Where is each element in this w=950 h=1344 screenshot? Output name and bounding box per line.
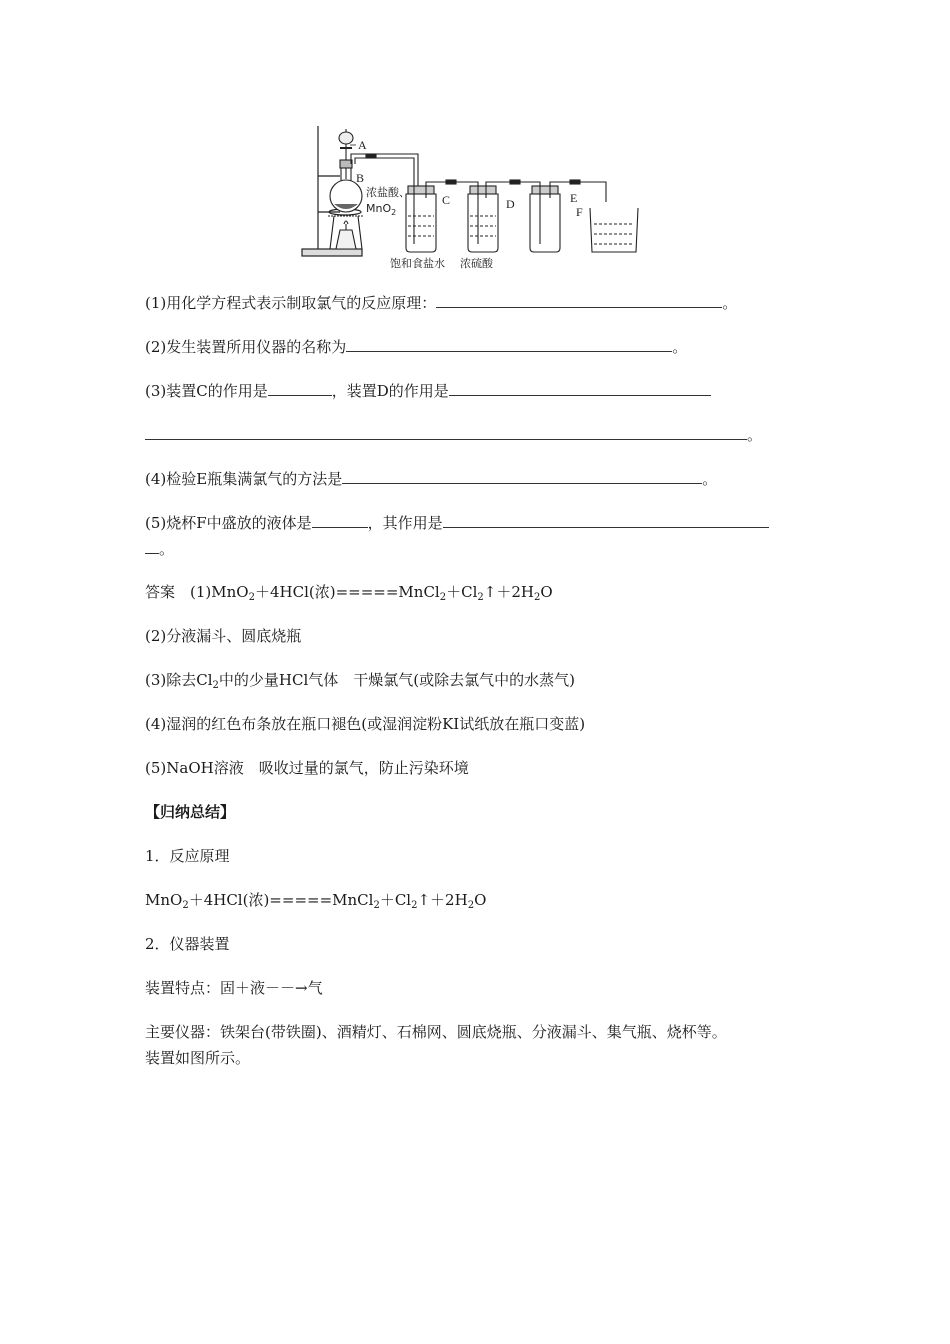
summary-item-1-title: 1．反应原理 — [145, 847, 230, 865]
answer-5: (5)NaOH溶液 吸收过量的氯气，防止污染环境 — [145, 759, 469, 777]
label-a: A — [358, 138, 367, 152]
summary-instruments: 主要仪器：铁架台(带铁圈)、酒精灯、石棉网、圆底烧瓶、分液漏斗、集气瓶、烧杯等。 — [145, 1023, 727, 1041]
label-c: C — [442, 193, 451, 207]
summary-figure-note: 装置如图所示。 — [145, 1049, 251, 1067]
answer-blank-3a — [268, 380, 332, 396]
summary-item-2-title: 2．仪器装置 — [145, 935, 230, 953]
answer-1: 答案 (1)MnO$_2$＋4HCl(浓)$=====MnCl_2+Cl_2↑+2H_2O$ — [145, 583, 553, 603]
answer-blank-3c — [145, 424, 747, 440]
beaker-f — [590, 208, 638, 252]
chlorine-apparatus-diagram — [300, 124, 640, 274]
answer-2: (2)分液漏斗、圆底烧瓶 — [145, 627, 302, 645]
label-e: E — [570, 191, 578, 205]
question-3-continued: 。 — [145, 424, 762, 445]
question-4: (4)检验E瓶集满氯气的方法是 。 — [145, 470, 718, 488]
gas-bottle-d — [468, 186, 498, 252]
question-1: (1)用化学方程式表示制取氯气的反应原理： 。 — [145, 294, 738, 312]
label-saturated-brine: 饱和食盐水 — [390, 257, 445, 270]
answer-blank-2 — [346, 336, 672, 352]
label-mno2: MnO$_2$ — [366, 202, 397, 217]
alcohol-lamp — [328, 216, 364, 249]
question-5: (5)烧杯F中盛放的液体是 ，其作用是 — [145, 512, 769, 533]
gas-bottle-e — [530, 186, 560, 252]
summary-feature: 装置特点：固＋液－－→气 — [145, 979, 323, 997]
summary-heading: 【归纳总结】 — [145, 803, 236, 821]
label-b: B — [356, 171, 365, 185]
summary-equation: MnO$_2$＋4HCl(浓)$=====MnCl_2+Cl_2↑+2H_2O$ — [145, 891, 487, 911]
label-hcl: 浓盐酸、 — [366, 186, 410, 199]
answer-4: (4)湿润的红色布条放在瓶口褪色(或湿润淀粉KI试纸放在瓶口变蓝) — [145, 715, 586, 733]
answer-blank-5c — [145, 538, 159, 554]
label-d: D — [506, 197, 515, 211]
answer-blank-5b — [443, 512, 769, 528]
answer-blank-3b — [449, 380, 711, 396]
gas-bottle-c — [406, 186, 436, 252]
question-5-continued: 。 — [145, 538, 174, 559]
answer-blank-4 — [342, 468, 702, 484]
answer-label: 答案 — [145, 583, 176, 601]
label-f: F — [576, 205, 583, 219]
question-2: (2)发生装置所用仪器的名称为 。 — [145, 338, 688, 356]
answer-3: (3)除去$Cl_2$中的少量HCl气体 干燥氯气(或除去氯气中的水蒸气) — [145, 671, 575, 691]
question-3: (3)装置C的作用是 ，装置D的作用是 — [145, 380, 711, 401]
answer-blank-5a — [312, 512, 368, 528]
label-conc-sulfuric: 浓硫酸 — [460, 257, 493, 270]
answer-blank-1 — [436, 292, 722, 308]
